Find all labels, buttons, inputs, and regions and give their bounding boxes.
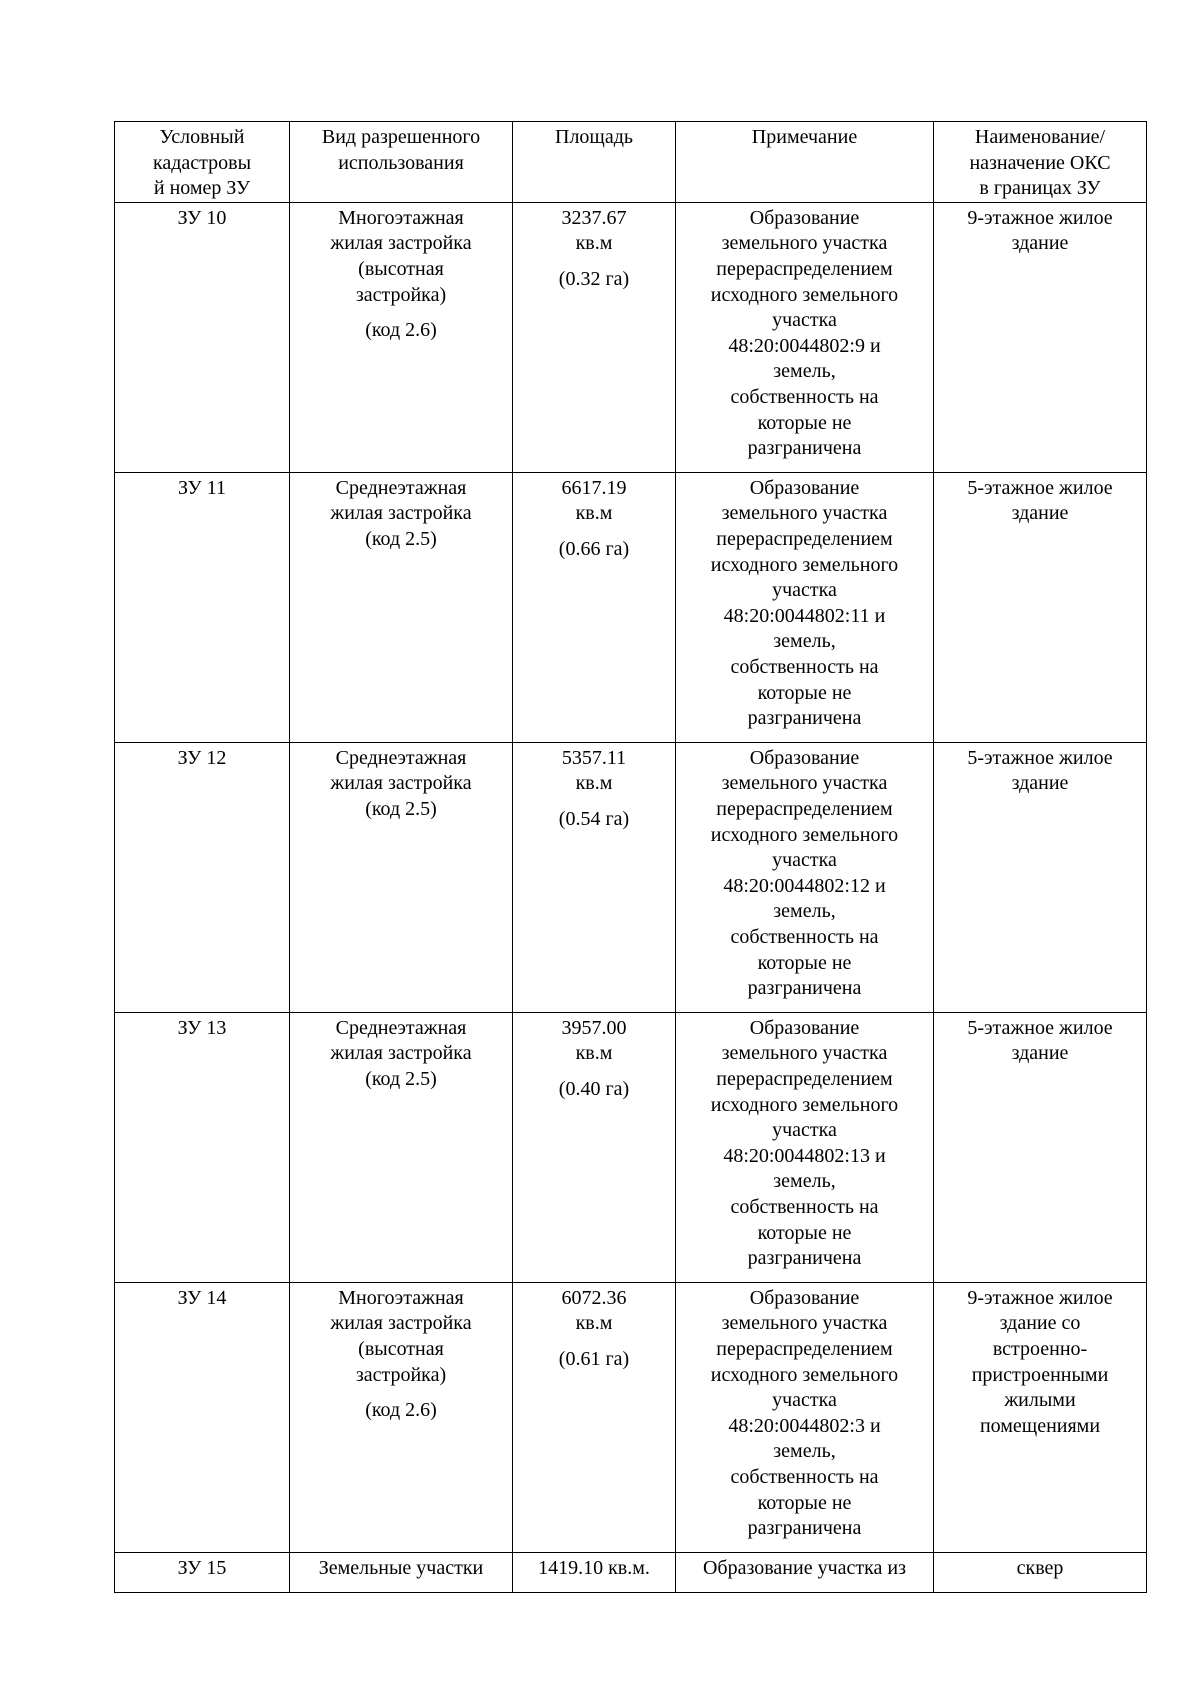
cadastral-number: ЗУ 10 bbox=[177, 206, 227, 229]
area-value: 3957.00 bbox=[561, 1016, 627, 1039]
table-header-row bbox=[115, 122, 1147, 203]
oks-text: здание со bbox=[999, 1312, 1081, 1335]
permitted-use-text: (высотная bbox=[358, 257, 444, 280]
oks-cell bbox=[934, 472, 1147, 742]
cadastral-number-cell bbox=[115, 202, 290, 472]
note-text: перераспределением bbox=[716, 257, 893, 280]
oks-text: 5-этажное жилое bbox=[967, 476, 1113, 499]
note-text: 48:20:0044802:12 и bbox=[723, 874, 886, 897]
header-text: й номер ЗУ bbox=[153, 177, 251, 200]
header-text: кадастровы bbox=[152, 151, 252, 174]
note-text: участка bbox=[772, 849, 837, 872]
note-text: земель, bbox=[773, 1170, 836, 1193]
oks-text: пристроенными bbox=[971, 1363, 1109, 1386]
note-text: которые не bbox=[757, 411, 852, 434]
header-text: Условный bbox=[159, 126, 245, 148]
oks-text: здание bbox=[1011, 502, 1069, 525]
oks-cell bbox=[934, 202, 1147, 472]
header-cadastral-number bbox=[115, 122, 290, 203]
area-hectares: (0.66 га) bbox=[558, 537, 630, 560]
note-text: 48:20:0044802:9 и bbox=[728, 334, 881, 357]
permitted-use-cell bbox=[290, 202, 513, 472]
oks-text: 5-этажное жилое bbox=[967, 746, 1113, 769]
note-text: земельного участка bbox=[721, 772, 888, 795]
note-text: исходного земельного bbox=[710, 1093, 899, 1116]
note-text: земельного участка bbox=[721, 502, 888, 525]
permitted-use-text: застройка) bbox=[355, 1363, 447, 1386]
header-text: Площадь bbox=[555, 126, 633, 148]
area-value: кв.м bbox=[575, 502, 613, 525]
table-body bbox=[115, 122, 1147, 1593]
oks-cell bbox=[934, 1012, 1147, 1282]
permitted-use-cell bbox=[290, 742, 513, 1012]
note-text: разграничена bbox=[747, 437, 862, 460]
table-row bbox=[115, 472, 1147, 742]
permitted-use-text: жилая застройка bbox=[330, 502, 472, 525]
note-text: 48:20:0044802:11 и bbox=[723, 604, 886, 627]
cadastral-number: ЗУ 12 bbox=[177, 746, 227, 769]
note-text: перераспределением bbox=[716, 1067, 893, 1090]
note-cell bbox=[676, 472, 934, 742]
note-text: исходного земельного bbox=[710, 553, 899, 576]
area-value: кв.м bbox=[575, 1312, 613, 1335]
area-cell bbox=[513, 202, 676, 472]
note-text: разграничена bbox=[747, 977, 862, 1000]
cadastral-number-cell bbox=[115, 472, 290, 742]
oks-text: здание bbox=[1011, 232, 1069, 255]
area-value: кв.м bbox=[575, 772, 613, 795]
area-hectares: (0.61 га) bbox=[558, 1347, 630, 1370]
area-cell bbox=[513, 472, 676, 742]
table-row bbox=[115, 202, 1147, 472]
area-cell bbox=[513, 1552, 676, 1592]
oks-text: помещениями bbox=[979, 1414, 1101, 1437]
land-plots-table bbox=[114, 121, 1147, 1593]
note-text: которые не bbox=[757, 1491, 852, 1514]
note-text: собственность на bbox=[730, 655, 879, 678]
permitted-use-cell bbox=[290, 1282, 513, 1552]
note-text: 48:20:0044802:3 и bbox=[728, 1414, 881, 1437]
oks-text: сквер bbox=[1016, 1556, 1064, 1579]
area-value: 5357.11 bbox=[561, 746, 627, 769]
header-text: Вид разрешенного bbox=[321, 126, 481, 148]
note-text: разграничена bbox=[747, 1517, 862, 1540]
permitted-use-cell bbox=[290, 1552, 513, 1592]
area-value: кв.м bbox=[575, 1042, 613, 1065]
area-value: 6617.19 bbox=[561, 476, 627, 499]
permitted-use-text: жилая застройка bbox=[330, 232, 472, 255]
note-text: Образование bbox=[749, 1016, 860, 1039]
note-text: перераспределением bbox=[716, 797, 893, 820]
note-text: разграничена bbox=[747, 707, 862, 730]
cadastral-number-cell bbox=[115, 1012, 290, 1282]
oks-text: здание bbox=[1011, 1042, 1069, 1065]
cadastral-number-cell bbox=[115, 742, 290, 1012]
table-row bbox=[115, 1552, 1147, 1592]
note-text: Образование bbox=[749, 206, 860, 229]
note-text: земель, bbox=[773, 360, 836, 383]
oks-text: жилыми bbox=[1004, 1389, 1076, 1412]
header-note bbox=[676, 122, 934, 203]
note-text: собственность на bbox=[730, 925, 879, 948]
permitted-use-text: Среднеэтажная bbox=[335, 1016, 467, 1039]
note-text: земельного участка bbox=[721, 1312, 888, 1335]
note-text: 48:20:0044802:13 и bbox=[723, 1144, 886, 1167]
permitted-use-text: жилая застройка bbox=[330, 1312, 472, 1335]
oks-text: встроенно- bbox=[992, 1337, 1088, 1360]
oks-cell bbox=[934, 1282, 1147, 1552]
note-text: земельного участка bbox=[721, 1042, 888, 1065]
cadastral-number: ЗУ 14 bbox=[177, 1286, 227, 1309]
permitted-use-text: (код 2.5) bbox=[365, 797, 437, 820]
area-value: кв.м bbox=[575, 232, 613, 255]
note-text: исходного земельного bbox=[710, 283, 899, 306]
header-oks-name bbox=[934, 122, 1147, 203]
note-cell bbox=[676, 742, 934, 1012]
oks-text: здание bbox=[1011, 772, 1069, 795]
note-cell bbox=[676, 1012, 934, 1282]
area-value: 3237.67 bbox=[561, 206, 627, 229]
cadastral-number: ЗУ 15 bbox=[177, 1556, 227, 1579]
cadastral-number-cell bbox=[115, 1552, 290, 1592]
note-text: которые не bbox=[757, 681, 852, 704]
area-hectares: (0.32 га) bbox=[558, 267, 630, 290]
note-text: участка bbox=[772, 1389, 837, 1412]
permitted-use-cell bbox=[290, 1012, 513, 1282]
cadastral-number: ЗУ 11 bbox=[178, 476, 226, 499]
note-text: исходного земельного bbox=[710, 823, 899, 846]
use-code: (код 2.6) bbox=[365, 1399, 437, 1422]
note-cell bbox=[676, 1552, 934, 1592]
permitted-use-text: Среднеэтажная bbox=[335, 476, 467, 499]
permitted-use-text: Многоэтажная bbox=[338, 1286, 464, 1309]
permitted-use-text: Многоэтажная bbox=[338, 206, 464, 229]
note-text: участка bbox=[772, 1119, 837, 1142]
area-value: 6072.36 bbox=[561, 1286, 627, 1309]
cadastral-number: ЗУ 13 bbox=[177, 1016, 227, 1039]
header-text: использования bbox=[338, 151, 464, 174]
note-text: участка bbox=[772, 309, 837, 332]
note-text: Образование bbox=[749, 476, 860, 499]
note-text: земель, bbox=[773, 900, 836, 923]
permitted-use-text: (код 2.5) bbox=[365, 527, 437, 550]
cadastral-number-cell bbox=[115, 1282, 290, 1552]
permitted-use-text: Земельные участки bbox=[318, 1556, 484, 1579]
permitted-use-text: застройка) bbox=[355, 283, 447, 306]
header-area bbox=[513, 122, 676, 203]
note-text: которые не bbox=[757, 951, 852, 974]
header-text: в границах ЗУ bbox=[979, 177, 1101, 200]
area-value: 1419.10 кв.м. bbox=[538, 1556, 650, 1579]
oks-text: 9-этажное жилое bbox=[967, 1286, 1113, 1309]
header-text: назначение ОКС bbox=[969, 151, 1111, 174]
permitted-use-text: Среднеэтажная bbox=[335, 746, 467, 769]
area-cell bbox=[513, 1282, 676, 1552]
header-permitted-use bbox=[290, 122, 513, 203]
note-text: Образование bbox=[749, 1286, 860, 1309]
oks-cell bbox=[934, 742, 1147, 1012]
oks-cell bbox=[934, 1552, 1147, 1592]
note-text: разграничена bbox=[747, 1247, 862, 1270]
header-text: Примечание bbox=[751, 126, 858, 148]
oks-text: 5-этажное жилое bbox=[967, 1016, 1113, 1039]
area-cell bbox=[513, 1012, 676, 1282]
permitted-use-text: жилая застройка bbox=[330, 1042, 472, 1065]
note-text: Образование участка из bbox=[702, 1556, 907, 1579]
note-text: собственность на bbox=[730, 1465, 879, 1488]
note-text: перераспределением bbox=[716, 527, 893, 550]
use-code: (код 2.6) bbox=[365, 319, 437, 342]
area-hectares: (0.40 га) bbox=[558, 1077, 630, 1100]
permitted-use-text: (код 2.5) bbox=[365, 1067, 437, 1090]
note-text: земель, bbox=[773, 1440, 836, 1463]
area-cell bbox=[513, 742, 676, 1012]
permitted-use-text: жилая застройка bbox=[330, 772, 472, 795]
permitted-use-text: (высотная bbox=[358, 1337, 444, 1360]
note-text: которые не bbox=[757, 1221, 852, 1244]
note-text: собственность на bbox=[730, 385, 879, 408]
table-row bbox=[115, 1282, 1147, 1552]
permitted-use-cell bbox=[290, 472, 513, 742]
table-row bbox=[115, 742, 1147, 1012]
oks-text: 9-этажное жилое bbox=[967, 206, 1113, 229]
note-text: участка bbox=[772, 579, 837, 602]
table-row bbox=[115, 1012, 1147, 1282]
header-text: Наименование/ bbox=[974, 126, 1106, 148]
note-text: земель, bbox=[773, 630, 836, 653]
note-text: собственность на bbox=[730, 1195, 879, 1218]
note-text: исходного земельного bbox=[710, 1363, 899, 1386]
note-text: земельного участка bbox=[721, 232, 888, 255]
note-cell bbox=[676, 1282, 934, 1552]
note-cell bbox=[676, 202, 934, 472]
area-hectares: (0.54 га) bbox=[558, 807, 630, 830]
note-text: перераспределением bbox=[716, 1337, 893, 1360]
note-text: Образование bbox=[749, 746, 860, 769]
